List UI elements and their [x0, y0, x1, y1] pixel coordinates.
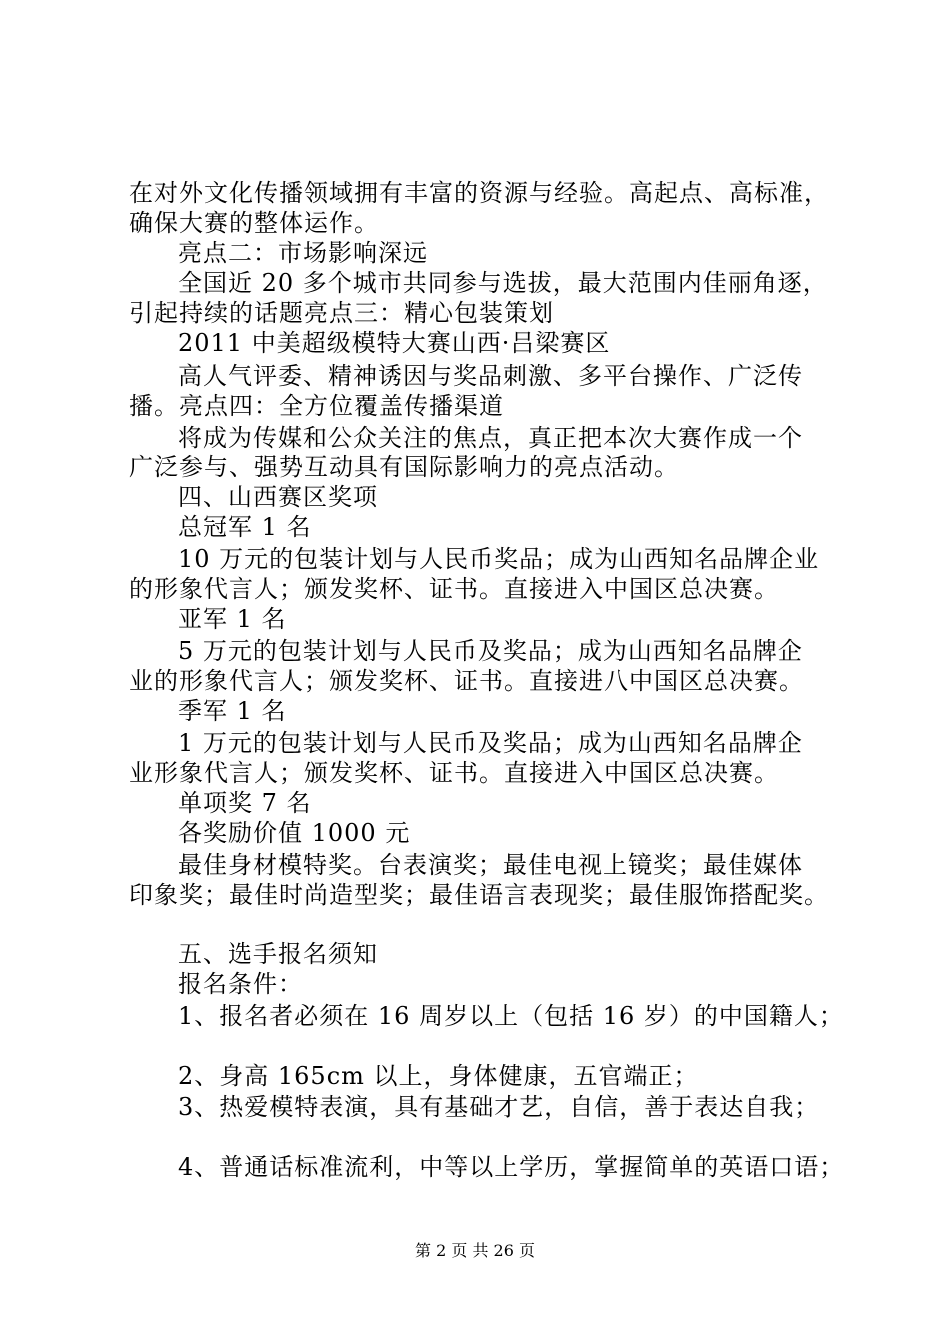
list-item: 1、报名者必须在 16 周岁以上（包括 16 岁）的中国籍人； [178, 1002, 844, 1030]
page-number: 第 2 页 共 26 页 [415, 1241, 535, 1260]
text-line: 印象奖；最佳时尚造型奖；最佳语言表现奖；最佳服饰搭配奖。 [129, 881, 829, 909]
text-line: 在对外文化传播领域拥有丰富的资源与经验。高起点、高标准， [129, 179, 829, 207]
award-title: 单项奖 7 名 [178, 789, 312, 817]
text-line: 5 万元的包装计划与人民币及奖品；成为山西知名品牌企 [178, 637, 803, 665]
text-line: 各奖励价值 1000 元 [178, 819, 411, 847]
list-item: 3、热爱模特表演，具有基础才艺，自信，善于表达自我； [178, 1093, 820, 1121]
list-item: 2、身高 165cm 以上，身体健康，五官端正； [178, 1062, 699, 1090]
text-line: 业的形象代言人；颁发奖杯、证书。直接进八中国区总决赛。 [129, 667, 804, 695]
text-line: 引起持续的话题亮点三：精心包装策划 [129, 299, 554, 327]
text-line: 最佳身材模特奖。台表演奖；最佳电视上镜奖；最佳媒体 [178, 851, 803, 879]
section-heading: 亮点二：市场影响深远 [178, 239, 428, 267]
text-line: 报名条件： [178, 970, 303, 998]
text-line: 业形象代言人；颁发奖杯、证书。直接进入中国区总决赛。 [129, 759, 779, 787]
text-line: 的形象代言人；颁发奖杯、证书。直接进入中国区总决赛。 [129, 575, 779, 603]
text-line: 高人气评委、精神诱因与奖品刺激、多平台操作、广泛传 [178, 362, 803, 390]
text-line: 2011 中美超级模特大赛山西·吕梁赛区 [178, 329, 611, 357]
text-line: 确保大赛的整体运作。 [129, 209, 379, 237]
section-heading: 四、山西赛区奖项 [178, 483, 378, 511]
text-line: 全国近 20 多个城市共同参与选拔，最大范围内佳丽角逐， [178, 269, 828, 297]
text-line: 播。亮点四：全方位覆盖传播渠道 [129, 392, 504, 420]
award-title: 季军 1 名 [178, 697, 287, 725]
section-heading: 五、选手报名须知 [178, 940, 378, 968]
text-line: 1 万元的包装计划与人民币及奖品；成为山西知名品牌企 [178, 729, 803, 757]
list-item: 4、普通话标准流利，中等以上学历，掌握简单的英语口语； [178, 1153, 845, 1181]
award-title: 总冠军 1 名 [178, 513, 312, 541]
award-title: 亚军 1 名 [178, 605, 287, 633]
text-line: 广泛参与、强势互动具有国际影响力的亮点活动。 [129, 453, 679, 481]
text-line: 10 万元的包装计划与人民币奖品；成为山西知名品牌企业 [178, 545, 820, 573]
text-line: 将成为传媒和公众关注的焦点，真正把本次大赛作成一个 [178, 424, 803, 452]
